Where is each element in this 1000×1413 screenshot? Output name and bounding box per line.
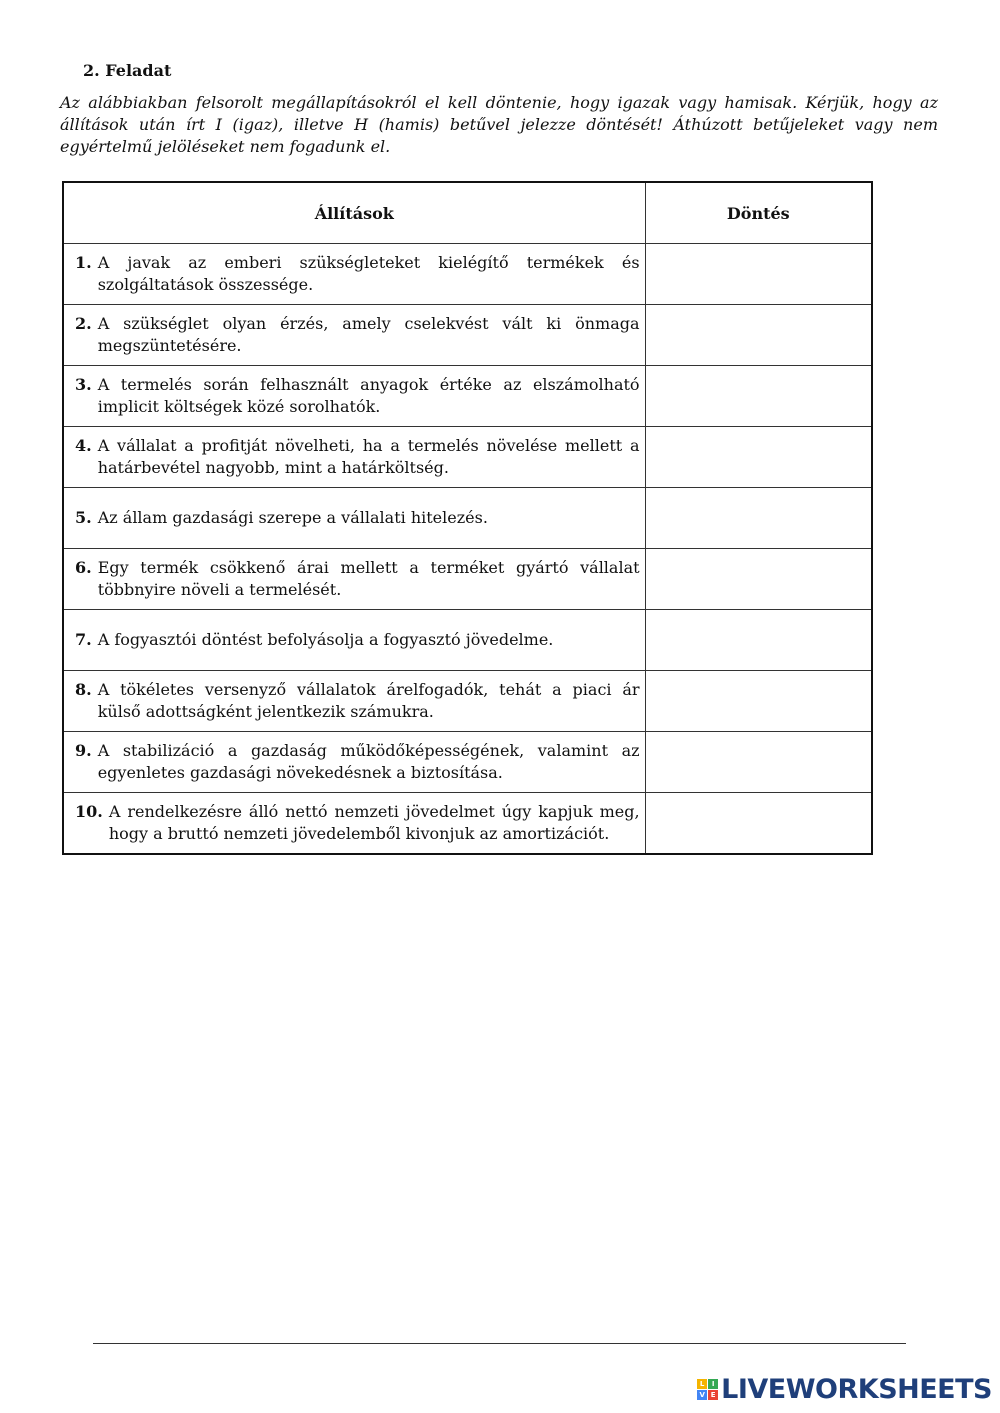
statement-text: A termelés során felhasznált anyagok értéke az elszámolható implicit költségek közé sorolhatók. (97, 375, 640, 416)
statement-text: A stabilizáció a gazdaság működőképességének, valamint az egyenletes gazdasági növekedésnek a biztosítása. (97, 741, 640, 782)
statement-cell (63, 610, 645, 671)
statement-number: 4. (75, 436, 92, 455)
statement-number: 1. (75, 253, 92, 272)
task-title: 2. Feladat (83, 61, 172, 80)
statement-cell (63, 732, 645, 793)
header-statements: Állítások (63, 182, 645, 244)
statement-cell (63, 427, 645, 488)
statement (65, 740, 644, 784)
statement-cell (63, 793, 645, 855)
statement (65, 507, 644, 529)
statement (65, 435, 644, 479)
header-decision: Döntés (645, 182, 872, 244)
statement (65, 801, 644, 845)
statement-cell (63, 549, 645, 610)
footer-divider (93, 1343, 906, 1344)
statement-text: A vállalat a profitját növelheti, ha a termelés növelése mellett a határbevétel nagyobb, mint a határköltség. (97, 436, 640, 477)
statement (65, 629, 644, 651)
statement-number: 8. (75, 680, 92, 699)
table-row (63, 549, 872, 610)
decision-answer-field[interactable] (645, 488, 872, 549)
decision-answer-field[interactable] (645, 671, 872, 732)
logo-square: V (697, 1390, 707, 1400)
statement (65, 252, 644, 296)
table-row (63, 732, 872, 793)
statements-body (63, 244, 872, 855)
statement-text: A rendelkezésre álló nettó nemzeti jövedelmet úgy kapjuk meg, hogy a bruttó nemzeti jövedelemből kivonjuk az amortizációt. (108, 802, 640, 843)
statement-number: 10. (75, 802, 103, 821)
table-row (63, 610, 872, 671)
statement-text: Az állam gazdasági szerepe a vállalati hitelezés. (97, 508, 488, 527)
statement-number: 9. (75, 741, 92, 760)
table-row (63, 305, 872, 366)
statement-cell (63, 366, 645, 427)
statement-number: 3. (75, 375, 92, 394)
statement-text: A fogyasztói döntést befolyásolja a fogyasztó jövedelme. (97, 630, 554, 649)
logo-square: E (708, 1390, 718, 1400)
decision-answer-field[interactable] (645, 366, 872, 427)
table-row (63, 366, 872, 427)
table-header-row (63, 182, 872, 244)
decision-answer-field[interactable] (645, 549, 872, 610)
statement-text: A tökéletes versenyző vállalatok árelfogadók, tehát a piaci ár külső adottságként jelentkezik számukra. (97, 680, 640, 721)
decision-answer-field[interactable] (645, 305, 872, 366)
statement-text: Egy termék csökkenő árai mellett a terméket gyártó vállalat többnyire növeli a termelését. (97, 558, 640, 599)
decision-answer-field[interactable] (645, 244, 872, 305)
statement-number: 5. (75, 508, 92, 527)
statement-text: A javak az emberi szükségleteket kielégítő termékek és szolgáltatások összessége. (97, 253, 640, 294)
statement (65, 679, 644, 723)
liveworksheets-logo (697, 1374, 992, 1405)
statement-number: 7. (75, 630, 92, 649)
task-instructions: Az alábbiakban felsorolt megállapításokról el kell döntenie, hogy igazak vagy hamisak. Kérjük, hogy az állítások után írt I (igaz), illetve H (hamis) betűvel jelezze döntését! Áthúzott betűjeleket vagy nem egyértelmű jelöléseket nem fogadunk el. (60, 93, 938, 156)
statement (65, 557, 644, 601)
logo-icon (697, 1379, 718, 1400)
table-row (63, 793, 872, 855)
statement-number: 2. (75, 314, 92, 333)
statement (65, 374, 644, 418)
logo-square: L (697, 1379, 707, 1389)
logo-square: I (708, 1379, 718, 1389)
statement-text: A szükséglet olyan érzés, amely cselekvést vált ki önmaga megszüntetésére. (97, 314, 640, 355)
table-row (63, 427, 872, 488)
statements-table (62, 181, 873, 855)
table-row (63, 488, 872, 549)
statement-cell (63, 671, 645, 732)
table-row (63, 671, 872, 732)
table-row (63, 244, 872, 305)
statement-number: 6. (75, 558, 92, 577)
brand-name: LIVEWORKSHEETS (721, 1374, 992, 1405)
statement-cell (63, 488, 645, 549)
statement-cell (63, 305, 645, 366)
decision-answer-field[interactable] (645, 427, 872, 488)
decision-answer-field[interactable] (645, 732, 872, 793)
decision-answer-field[interactable] (645, 610, 872, 671)
decision-answer-field[interactable] (645, 793, 872, 855)
statement (65, 313, 644, 357)
statement-cell (63, 244, 645, 305)
